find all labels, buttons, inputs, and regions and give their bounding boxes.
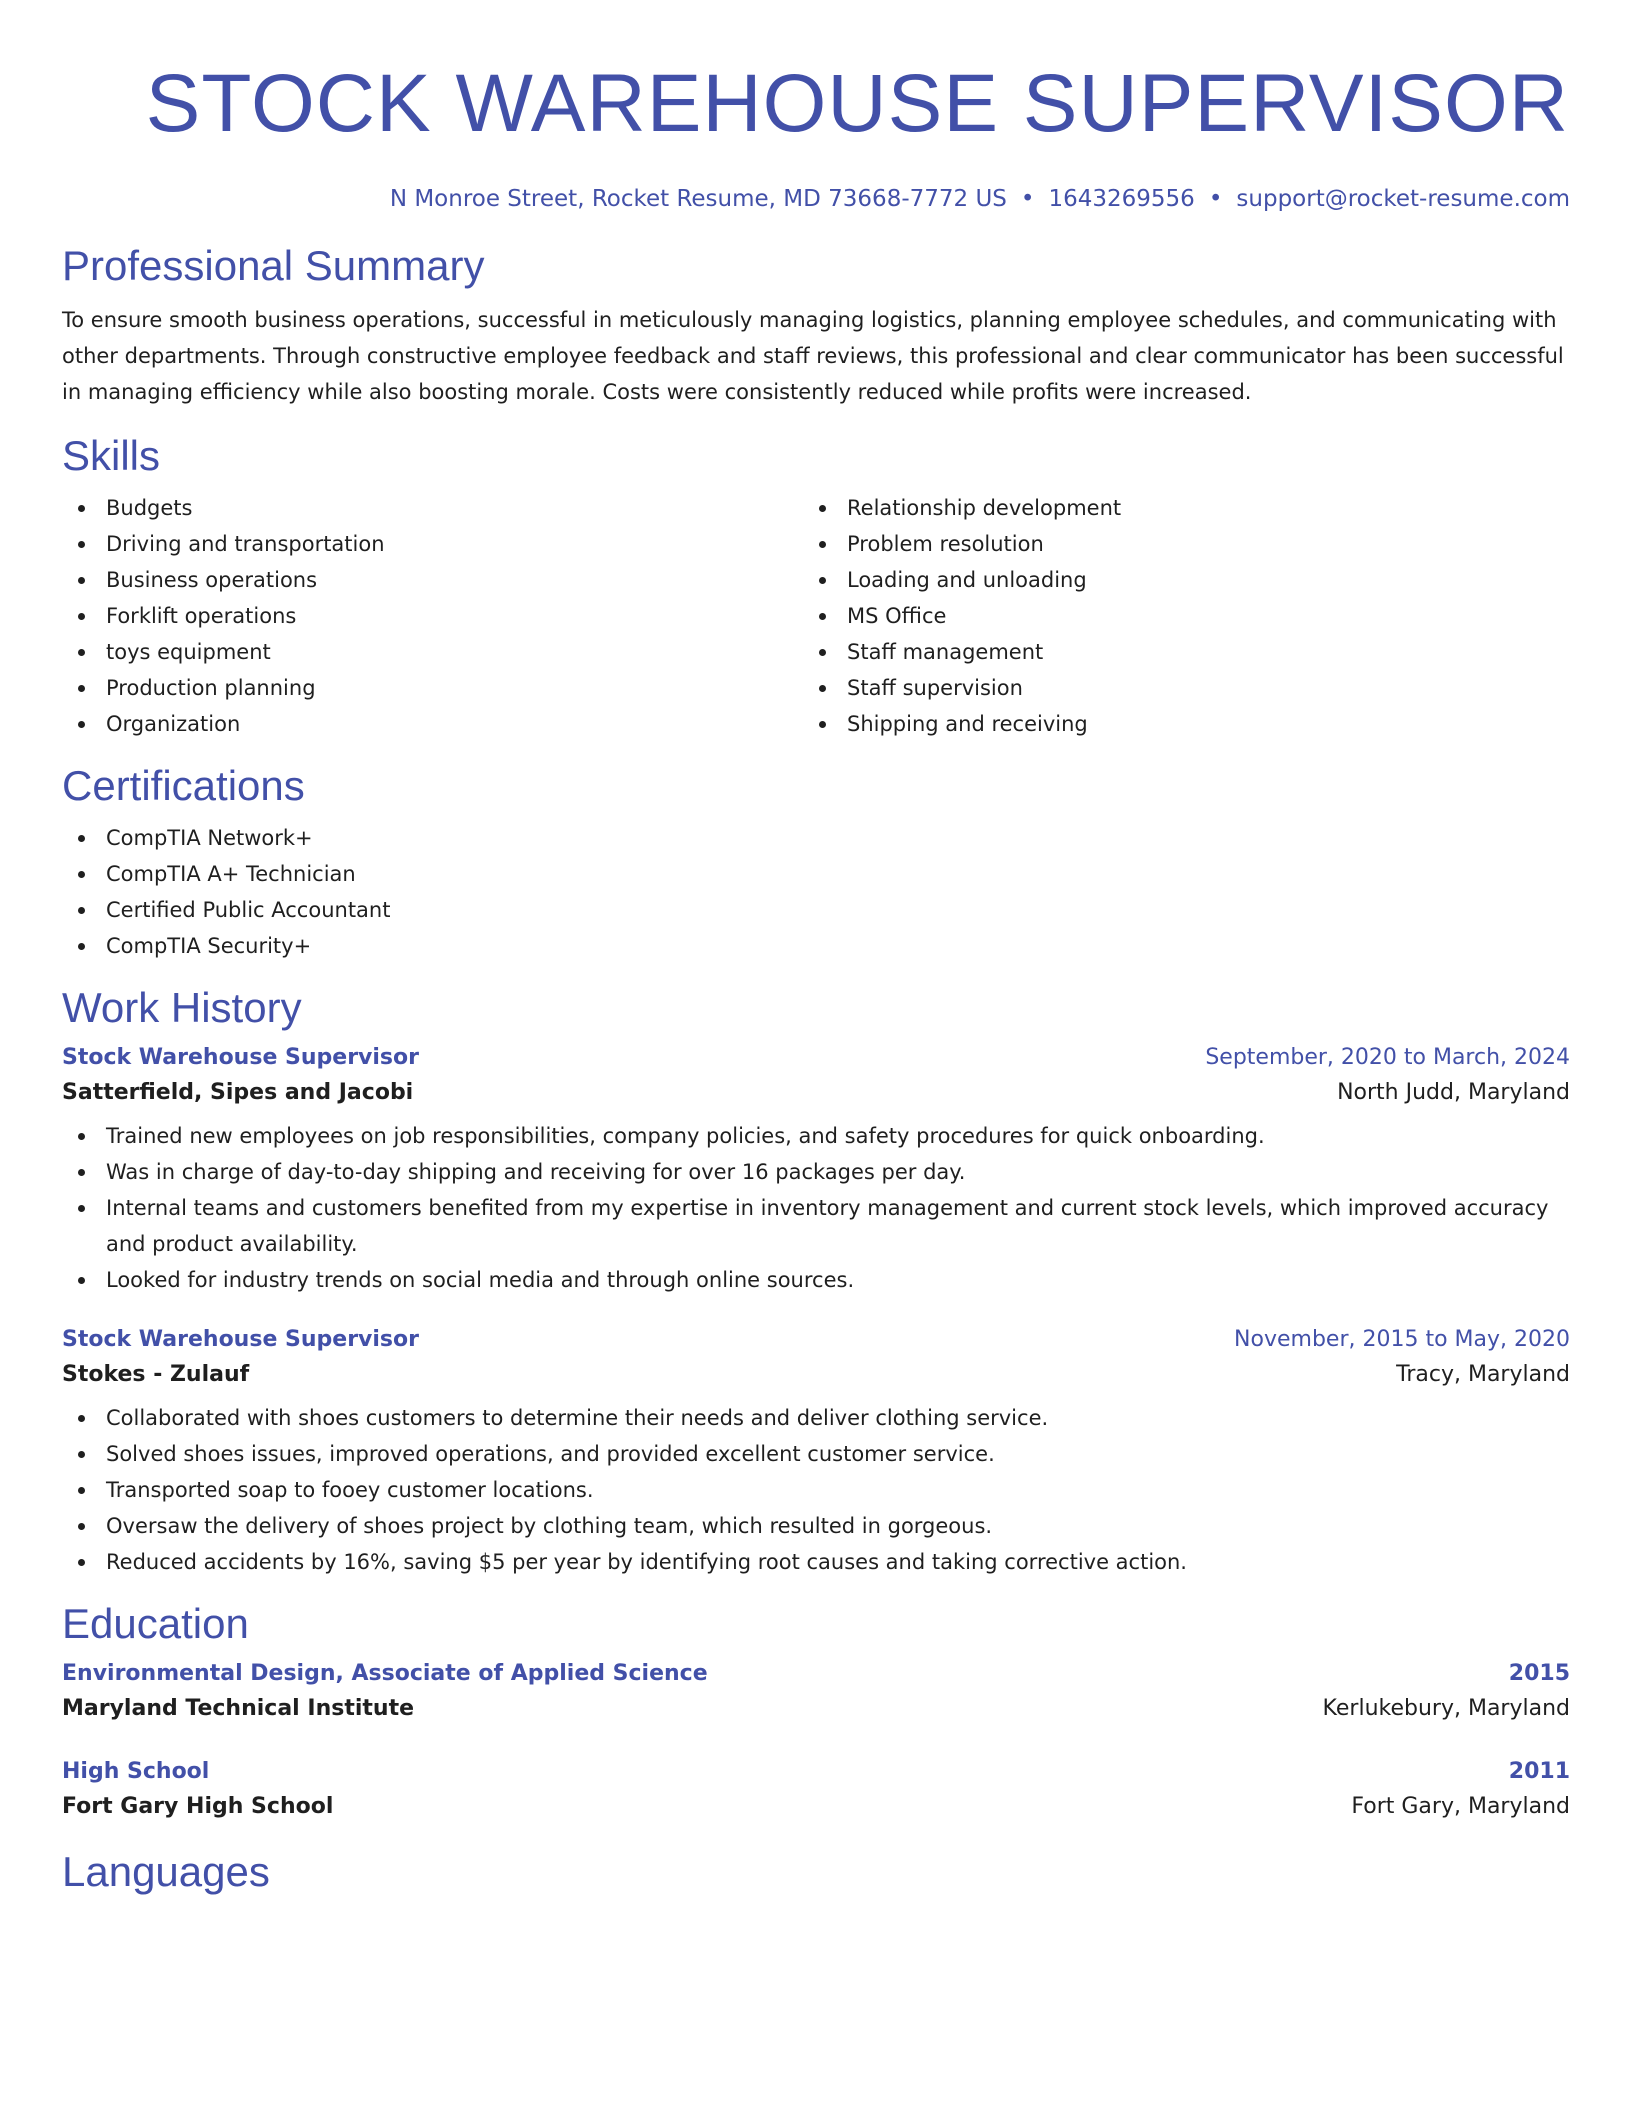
certification-item: CompTIA A+ Technician bbox=[62, 856, 1570, 892]
contact-separator: • bbox=[1020, 186, 1035, 212]
skill-item: Staff management bbox=[803, 634, 1544, 670]
skill-item: Problem resolution bbox=[803, 526, 1544, 562]
skill-item: MS Office bbox=[803, 598, 1544, 634]
skill-item: toys equipment bbox=[62, 634, 803, 670]
contact-address: N Monroe Street, Rocket Resume, MD 73668-7772 US bbox=[389, 186, 1007, 212]
education-entry bbox=[62, 1756, 1570, 1826]
education-header-row bbox=[62, 1756, 1570, 1788]
job-bullet: Solved shoes issues, improved operations, and provided excellent customer service. bbox=[62, 1436, 1570, 1472]
skills-column-left bbox=[62, 490, 803, 742]
job-bullets bbox=[62, 1400, 1570, 1580]
contact-email: support@rocket-resume.com bbox=[1236, 186, 1570, 212]
certification-item: CompTIA Network+ bbox=[62, 820, 1570, 856]
contact-separator: • bbox=[1208, 186, 1223, 212]
education-location: Fort Gary, Maryland bbox=[1351, 1794, 1570, 1819]
job-title: Stock Warehouse Supervisor bbox=[62, 1327, 419, 1352]
certification-item: Certified Public Accountant bbox=[62, 892, 1570, 928]
education-location: Kerlukebury, Maryland bbox=[1322, 1696, 1570, 1721]
resume-header bbox=[62, 56, 1570, 214]
job-bullet: Transported soap to fooey customer locations. bbox=[62, 1472, 1570, 1508]
summary-text: To ensure smooth business operations, successful in meticulously managing logistics, planning employee schedules, and communicating with other departments. Through constructive employee feedback and staff reviews, this professional and clear communicator has been successful in managing efficiency while also boosting morale. Costs were consistently reduced while profits were increased. bbox=[62, 308, 1564, 404]
job-company: Stokes - Zulauf bbox=[62, 1362, 250, 1387]
education-school: Fort Gary High School bbox=[62, 1794, 334, 1819]
job-location: North Judd, Maryland bbox=[1337, 1080, 1570, 1105]
job-bullet: Oversaw the delivery of shoes project by clothing team, which resulted in gorgeous. bbox=[62, 1508, 1570, 1544]
education-entry bbox=[62, 1658, 1570, 1728]
job-company: Satterfield, Sipes and Jacobi bbox=[62, 1080, 414, 1105]
certification-item: CompTIA Security+ bbox=[62, 928, 1570, 964]
skill-item: Organization bbox=[62, 706, 803, 742]
job-bullets bbox=[62, 1118, 1570, 1298]
job-location: Tracy, Maryland bbox=[1396, 1362, 1570, 1387]
skill-item: Budgets bbox=[62, 490, 803, 526]
job-bullet: Looked for industry trends on social media and through online sources. bbox=[62, 1262, 1570, 1298]
skills-heading: Skills bbox=[62, 432, 161, 479]
work-history-heading: Work History bbox=[62, 984, 302, 1031]
job-bullet: Reduced accidents by 16%, saving $5 per year by identifying root causes and taking corrective action. bbox=[62, 1544, 1570, 1580]
education-school-row bbox=[62, 1788, 1570, 1826]
education-year: 2011 bbox=[1508, 1759, 1570, 1784]
job-bullet: Internal teams and customers benefited from my expertise in inventory management and current stock levels, which improved accuracy and product availability. bbox=[62, 1190, 1570, 1262]
languages-heading: Languages bbox=[62, 1848, 270, 1895]
skill-item: Shipping and receiving bbox=[803, 706, 1544, 742]
candidate-name: STOCK WAREHOUSE SUPERVISOR bbox=[145, 58, 1569, 149]
job-company-row bbox=[62, 1356, 1570, 1394]
job-bullet: Trained new employees on job responsibilities, company policies, and safety procedures for quick onboarding. bbox=[62, 1118, 1570, 1154]
job-dates: November, 2015 to May, 2020 bbox=[1234, 1327, 1570, 1352]
contact-line bbox=[62, 184, 1570, 214]
skill-item: Loading and unloading bbox=[803, 562, 1544, 598]
skill-item: Business operations bbox=[62, 562, 803, 598]
job-header-row bbox=[62, 1324, 1570, 1356]
contact-phone: 1643269556 bbox=[1048, 186, 1195, 212]
job-bullet: Collaborated with shoes customers to determine their needs and deliver clothing service. bbox=[62, 1400, 1570, 1436]
skills-list bbox=[62, 490, 1570, 742]
education-school: Maryland Technical Institute bbox=[62, 1696, 414, 1721]
skill-item: Relationship development bbox=[803, 490, 1544, 526]
education-heading: Education bbox=[62, 1600, 249, 1647]
skill-item: Staff supervision bbox=[803, 670, 1544, 706]
job-company-row bbox=[62, 1074, 1570, 1112]
education-header-row bbox=[62, 1658, 1570, 1690]
skill-item: Forklift operations bbox=[62, 598, 803, 634]
job-entry bbox=[62, 1324, 1570, 1580]
certifications-list bbox=[62, 820, 1570, 964]
job-header-row bbox=[62, 1042, 1570, 1074]
education-degree: High School bbox=[62, 1759, 210, 1784]
education-degree: Environmental Design, Associate of Applied Science bbox=[62, 1661, 708, 1686]
skill-item: Production planning bbox=[62, 670, 803, 706]
skills-column-right bbox=[803, 490, 1544, 742]
summary-heading: Professional Summary bbox=[62, 242, 485, 289]
skill-item: Driving and transportation bbox=[62, 526, 803, 562]
education-school-row bbox=[62, 1690, 1570, 1728]
job-title: Stock Warehouse Supervisor bbox=[62, 1045, 419, 1070]
job-bullet: Was in charge of day-to-day shipping and receiving for over 16 packages per day. bbox=[62, 1154, 1570, 1190]
job-dates: September, 2020 to March, 2024 bbox=[1205, 1045, 1570, 1070]
certifications-heading: Certifications bbox=[62, 762, 305, 809]
job-entry bbox=[62, 1042, 1570, 1298]
education-year: 2015 bbox=[1508, 1661, 1570, 1686]
